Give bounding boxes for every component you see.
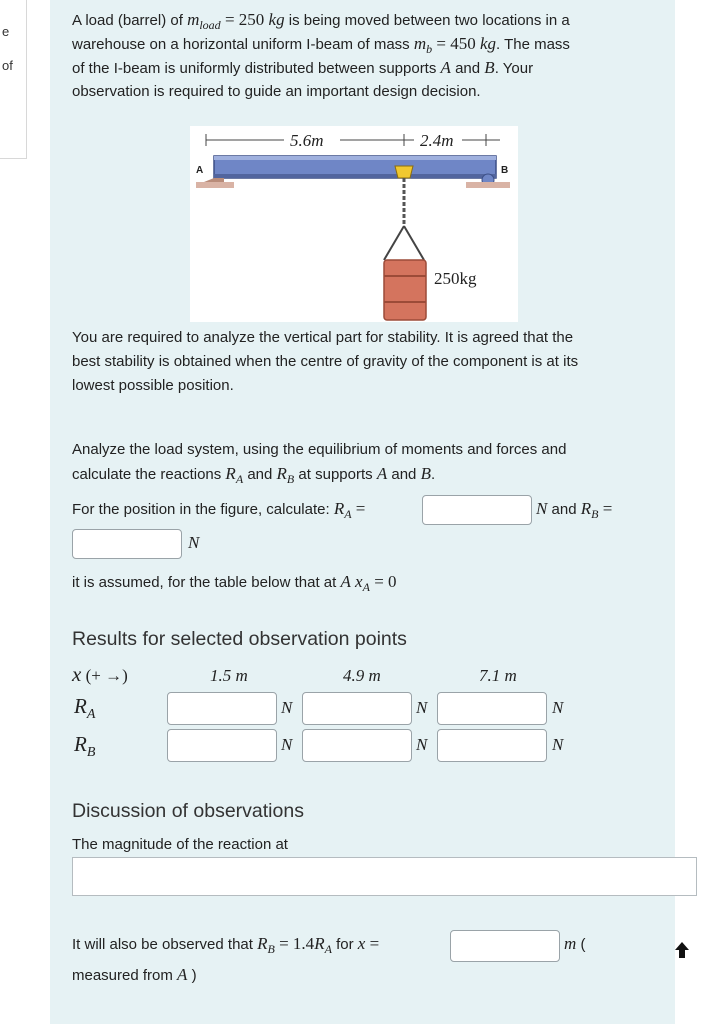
- support-a: [204, 178, 224, 182]
- row-label-rb: $R_B$: [74, 732, 96, 761]
- analyze-line-1: Analyze the load system, using the equilibrium of moments and forces and: [72, 441, 567, 458]
- load-label: 250kg: [434, 269, 477, 288]
- support-b-base: [466, 182, 510, 188]
- ra-input[interactable]: [422, 495, 532, 525]
- arrow-up-icon: [660, 932, 704, 968]
- left-panel-text-1: e: [2, 24, 10, 39]
- col-label-3: 7.1 m: [479, 666, 517, 685]
- left-side-panel: [0, 0, 27, 159]
- col-label-1: 1.5 m: [210, 666, 248, 685]
- intro-line-4: observation is required to guide an important design decision.: [72, 83, 481, 100]
- question-panel: [50, 0, 675, 1024]
- x-unit-text: m (: [564, 934, 586, 953]
- left-panel-text-2: of: [2, 58, 13, 73]
- intro-line-1: A load (barrel) of $m_{load} = 250$ kg is being moved between two locations in a: [72, 10, 570, 32]
- trolley: [395, 166, 413, 178]
- rb-input-x3[interactable]: [437, 729, 547, 762]
- ra-input-x2[interactable]: [302, 692, 412, 725]
- rb-unit: N: [188, 533, 200, 552]
- ra-unit-2: N: [416, 698, 428, 717]
- col-label-2: 4.9 m: [343, 666, 381, 685]
- observed-text: It will also be observed that $R_B = 1.4R_A$ for x =: [72, 934, 380, 956]
- barrel: [384, 260, 426, 320]
- support-a-base: [196, 182, 234, 188]
- rb-unit-1: N: [281, 735, 293, 754]
- results-heading: Results for selected observation points: [72, 628, 407, 650]
- magnitude-answer-input[interactable]: [72, 857, 697, 896]
- rb-unit-2: N: [416, 735, 428, 754]
- ra-input-x1[interactable]: [167, 692, 277, 725]
- intro-line-3: of the I-beam is uniformly distributed between supports A and B. Your: [72, 58, 534, 77]
- discussion-heading: Discussion of observations: [72, 800, 304, 822]
- sling-right: [404, 226, 424, 260]
- ra-input-x3[interactable]: [437, 692, 547, 725]
- measured-text: measured from A ): [72, 965, 197, 984]
- row-label-ra: $R_A$: [74, 694, 96, 723]
- i-beam-flange-top: [214, 156, 496, 160]
- sling-left: [384, 226, 404, 260]
- ra-unit-and-rb: N and $R_B$ =: [536, 499, 613, 521]
- scroll-to-top-button[interactable]: [660, 932, 704, 968]
- stability-line-1: You are required to analyze the vertical part for stability. It is agreed that the: [72, 329, 574, 346]
- assumption-text: it is assumed, for the table below that at A $x_A = 0$: [72, 572, 397, 594]
- beam-figure: [190, 126, 518, 322]
- rb-input-x1[interactable]: [167, 729, 277, 762]
- rb-unit-3: N: [552, 735, 564, 754]
- rb-input[interactable]: [72, 529, 182, 559]
- magnitude-text: The magnitude of the reaction at: [72, 836, 288, 853]
- intro-line-2: warehouse on a horizontal uniform I-beam of mass $m_b = 450$ kg. The mass: [72, 34, 570, 56]
- stability-line-2: best stability is obtained when the centre of gravity of the component is at its: [72, 353, 579, 370]
- ra-unit-3: N: [552, 698, 564, 717]
- stability-line-3: lowest possible position.: [72, 377, 234, 394]
- beam-diagram: [190, 126, 518, 322]
- dimension-label-1: 5.6m: [290, 131, 324, 150]
- x-axis-label: x (+ →): [72, 662, 128, 686]
- rb-input-x2[interactable]: [302, 729, 412, 762]
- support-a-label: A: [196, 165, 204, 176]
- ra-unit-1: N: [281, 698, 293, 717]
- dimension-label-2: 2.4m: [420, 131, 454, 150]
- i-beam-flange-bottom: [214, 174, 496, 178]
- analyze-line-2: calculate the reactions $R_A$ and $R_B$ at supports A and B.: [72, 464, 436, 486]
- support-b-label: B: [501, 165, 509, 176]
- position-text: For the position in the figure, calculate: $R_A$ =: [72, 499, 366, 521]
- x-position-input[interactable]: [450, 930, 560, 962]
